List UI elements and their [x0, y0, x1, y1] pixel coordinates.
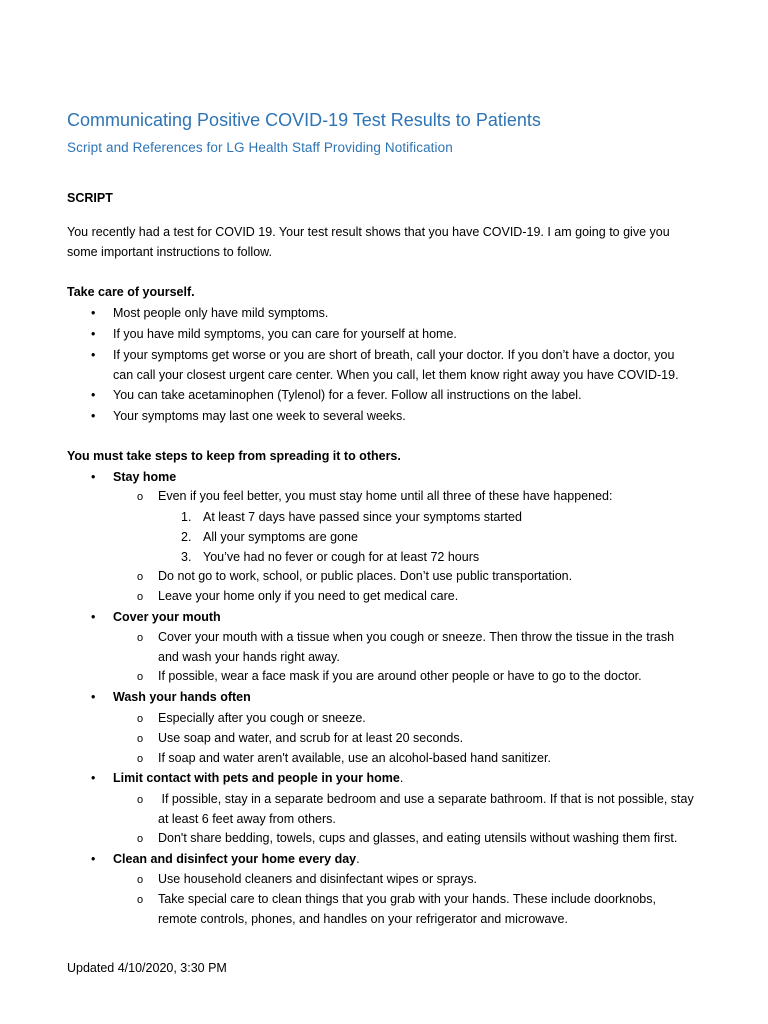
limit-sub-item: If possible, stay in a separate bedroom and use a separate bathroom. If that is not possible, stay: [158, 792, 694, 806]
cover-sub-item: Cover your mouth with a tissue when you cough or sneeze. Then throw the tissue in the trash: [158, 630, 675, 644]
stay-home-bullet-icon: •: [91, 470, 96, 484]
circle-bullet-icon: o: [137, 571, 144, 583]
stay-home-label: Stay home: [113, 470, 177, 484]
circle-bullet-icon: o: [137, 874, 144, 886]
circle-bullet-icon: o: [137, 671, 144, 683]
limit-suffix: .: [399, 771, 404, 785]
circle-bullet-icon: o: [137, 894, 144, 906]
clean-bullet-icon: •: [91, 852, 96, 866]
cover-label: Cover your mouth: [113, 610, 221, 624]
numbered-item-number: 2.: [181, 530, 192, 544]
clean-suffix: .: [356, 852, 360, 866]
care-item-continued: can call your closest urgent care center. When you call, let them know right away you have COVID-19.: [113, 368, 679, 382]
clean-sub-item-continued: remote controls, phones, and handles on your refrigerator and microwave.: [158, 912, 568, 926]
care-item: Most people only have mild symptoms.: [113, 306, 329, 320]
circle-bullet-icon: o: [137, 753, 144, 765]
circle-bullet-icon: o: [137, 713, 144, 725]
limit-sub-item-continued: at least 6 feet away from others.: [158, 812, 336, 826]
clean-line: [113, 851, 360, 867]
clean-label: Clean and disinfect your home every day: [113, 852, 357, 866]
wash-sub-item: If soap and water aren't available, use an alcohol-based hand sanitizer.: [158, 751, 551, 765]
limit-label: Limit contact with pets and people in your home: [113, 771, 400, 785]
circle-bullet-icon: o: [137, 833, 144, 845]
circle-bullet-icon: o: [137, 733, 144, 745]
wash-bullet-icon: •: [91, 690, 96, 704]
stay-home-sub-item: Do not go to work, school, or public places. Don’t use public transportation.: [158, 569, 573, 583]
intro-line-2: some important instructions to follow.: [67, 245, 272, 259]
footer-updated: Updated 4/10/2020, 3:30 PM: [67, 961, 227, 975]
stay-home-sub-item: Even if you feel better, you must stay home until all three of these have happened:: [158, 489, 613, 503]
care-item: If you have mild symptoms, you can care for yourself at home.: [113, 327, 457, 341]
numbered-item-text: At least 7 days have passed since your symptoms started: [203, 510, 522, 524]
numbered-item-text: All your symptoms are gone: [203, 530, 358, 544]
cover-sub-item-continued: and wash your hands right away.: [158, 650, 340, 664]
clean-sub-item: Use household cleaners and disinfectant wipes or sprays.: [158, 872, 477, 886]
numbered-item-text: You’ve had no fever or cough for at least 72 hours: [203, 550, 480, 564]
care-bullet-icon: •: [91, 409, 96, 423]
circle-bullet-icon: o: [137, 632, 144, 644]
circle-bullet-icon: o: [137, 794, 144, 806]
care-item: If your symptoms get worse or you are short of breath, call your doctor. If you don’t have a doctor, you: [113, 348, 675, 362]
cover-bullet-icon: •: [91, 610, 96, 624]
numbered-item-number: 1.: [181, 510, 192, 524]
steps-heading: You must take steps to keep from spreading it to others.: [67, 449, 401, 463]
limit-bullet-icon: •: [91, 771, 96, 785]
care-bullet-icon: •: [91, 348, 96, 362]
care-item: You can take acetaminophen (Tylenol) for a fever. Follow all instructions on the label.: [113, 388, 582, 402]
circle-bullet-icon: o: [137, 591, 144, 603]
care-bullet-icon: •: [91, 306, 96, 320]
page-subtitle: Script and References for LG Health Staff Providing Notification: [67, 140, 453, 155]
limit-sub-item: Don't share bedding, towels, cups and glasses, and eating utensils without washing them first.: [158, 831, 678, 845]
care-heading: Take care of yourself.: [67, 285, 195, 299]
care-bullet-icon: •: [91, 327, 96, 341]
intro-line-1: You recently had a test for COVID 19. Your test result shows that you have COVID-19. I am going to give you: [67, 225, 670, 239]
circle-bullet-icon: o: [137, 491, 144, 503]
script-heading: SCRIPT: [67, 191, 113, 205]
care-item: Your symptoms may last one week to several weeks.: [113, 409, 406, 423]
stay-home-sub-item: Leave your home only if you need to get medical care.: [158, 589, 459, 603]
wash-sub-item: Especially after you cough or sneeze.: [158, 711, 366, 725]
clean-sub-item: Take special care to clean things that you grab with your hands. These include doorknobs,: [158, 892, 656, 906]
wash-sub-item: Use soap and water, and scrub for at least 20 seconds.: [158, 731, 464, 745]
care-bullet-icon: •: [91, 388, 96, 402]
cover-sub-item: If possible, wear a face mask if you are around other people or have to go to the doctor.: [158, 669, 642, 683]
limit-line: [113, 770, 403, 786]
numbered-item-number: 3.: [181, 550, 192, 564]
page-title: Communicating Positive COVID-19 Test Results to Patients: [67, 110, 541, 130]
wash-label: Wash your hands often: [113, 690, 251, 704]
